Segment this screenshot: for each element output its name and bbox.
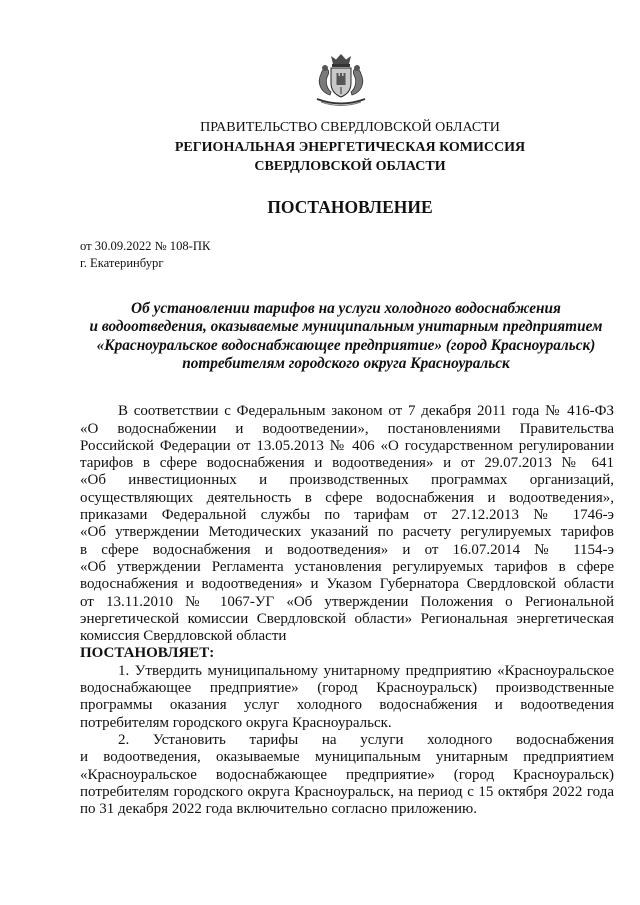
preamble-line: энергетической комиссии Свердловской области» Региональная энергетическая (80, 610, 614, 627)
item-2-line: потребителям городского округа Красноуральск, на период с 15 октября 2022 года (80, 783, 614, 800)
preamble-line: «Об утверждении Регламента установления регулируемых тарифов в сфере (80, 558, 614, 575)
preamble-line: от 13.11.2010 № 1067-УГ «Об утверждении Положения о Региональной (80, 593, 614, 610)
preamble-line: В соответствии с Федеральным законом от 7 декабря 2011 года № 416-ФЗ (118, 403, 614, 420)
subject-line: «Красноуральское водоснабжающее предприятие» (город Красноуральск) (96, 336, 596, 354)
item-2-line: по 31 декабря 2022 года включительно согласно приложению. (80, 801, 477, 818)
preamble-line: «Об инвестиционных и производственных программах организаций, (80, 472, 614, 489)
city: г. Екатеринбург (80, 255, 164, 270)
preamble-line: приказами Федеральной службы по тарифам от 27.12.2013 № 1746-э (80, 507, 614, 524)
date-number: от 30.09.2022 № 108-ПК (80, 238, 211, 253)
preamble-line: водоснабжения и водоотведения» и Указом Губернатора Свердловской области (80, 576, 614, 593)
preamble-line: «Об утверждении Методических указаний по расчету регулируемых тарифов (80, 524, 614, 541)
subject-line: Об установлении тарифов на услуги холодного водоснабжения (131, 300, 561, 317)
item-1-line: водоснабжающее предприятие» (город Красноуральск) производственные (80, 680, 614, 697)
item-1-line: программы оказания услуг холодного водоснабжения и водоотведения (80, 697, 614, 714)
preamble-line: осуществляющих деятельность в сфере водоснабжения и водоотведения», (80, 489, 614, 506)
document-meta (80, 238, 210, 272)
item-1-line: 1. Утвердить муниципальному унитарному предприятию «Красноуральское (118, 662, 614, 679)
preamble-line: тарифов в сфере водоснабжения и водоотведения» и от 29.07.2013 № 641 (80, 455, 614, 472)
commission-name-line2: СВЕРДЛОВСКОЙ ОБЛАСТИ (254, 159, 446, 174)
item-2-line: 2. Установить тарифы на услуги холодного водоснабжения (118, 731, 614, 748)
subject-line: потребителям городского округа Красноуральск (182, 354, 510, 372)
item-2-line: «Красноуральское водоснабжающее предприятие» (город Красноуральск) (80, 766, 614, 783)
document-body (80, 403, 614, 818)
item-1-line: потребителям городского округа Красноуральск. (80, 714, 392, 731)
preamble-line: Российской Федерации от 13.05.2013 № 406 «О государственном регулировании (80, 437, 614, 454)
government-name: ПРАВИТЕЛЬСТВО СВЕРДЛОВСКОЙ ОБЛАСТИ (200, 120, 500, 135)
document-type-title: ПОСТАНОВЛЕНИЕ (267, 197, 433, 217)
preamble-line: комиссия Свердловской области (80, 628, 287, 645)
preamble-line: «О водоснабжении и водоотведении», постановлениями Правительства (80, 420, 614, 437)
document-subject (80, 300, 612, 373)
coat-of-arms-icon (309, 51, 373, 109)
commission-name-line1: РЕГИОНАЛЬНАЯ ЭНЕРГЕТИЧЕСКАЯ КОМИССИЯ (174, 139, 526, 155)
resolves-heading: ПОСТАНОВЛЯЕТ: (80, 645, 215, 662)
preamble-line: в сфере водоснабжения и водоотведения» и от 16.07.2014 № 1154-э (80, 541, 614, 558)
issuer-header (82, 118, 618, 177)
subject-line: и водоотведения, оказываемые муниципальным унитарным предприятием (89, 318, 603, 336)
item-2-line: и водоотведения, оказываемые муниципальным унитарным предприятием (80, 749, 614, 766)
